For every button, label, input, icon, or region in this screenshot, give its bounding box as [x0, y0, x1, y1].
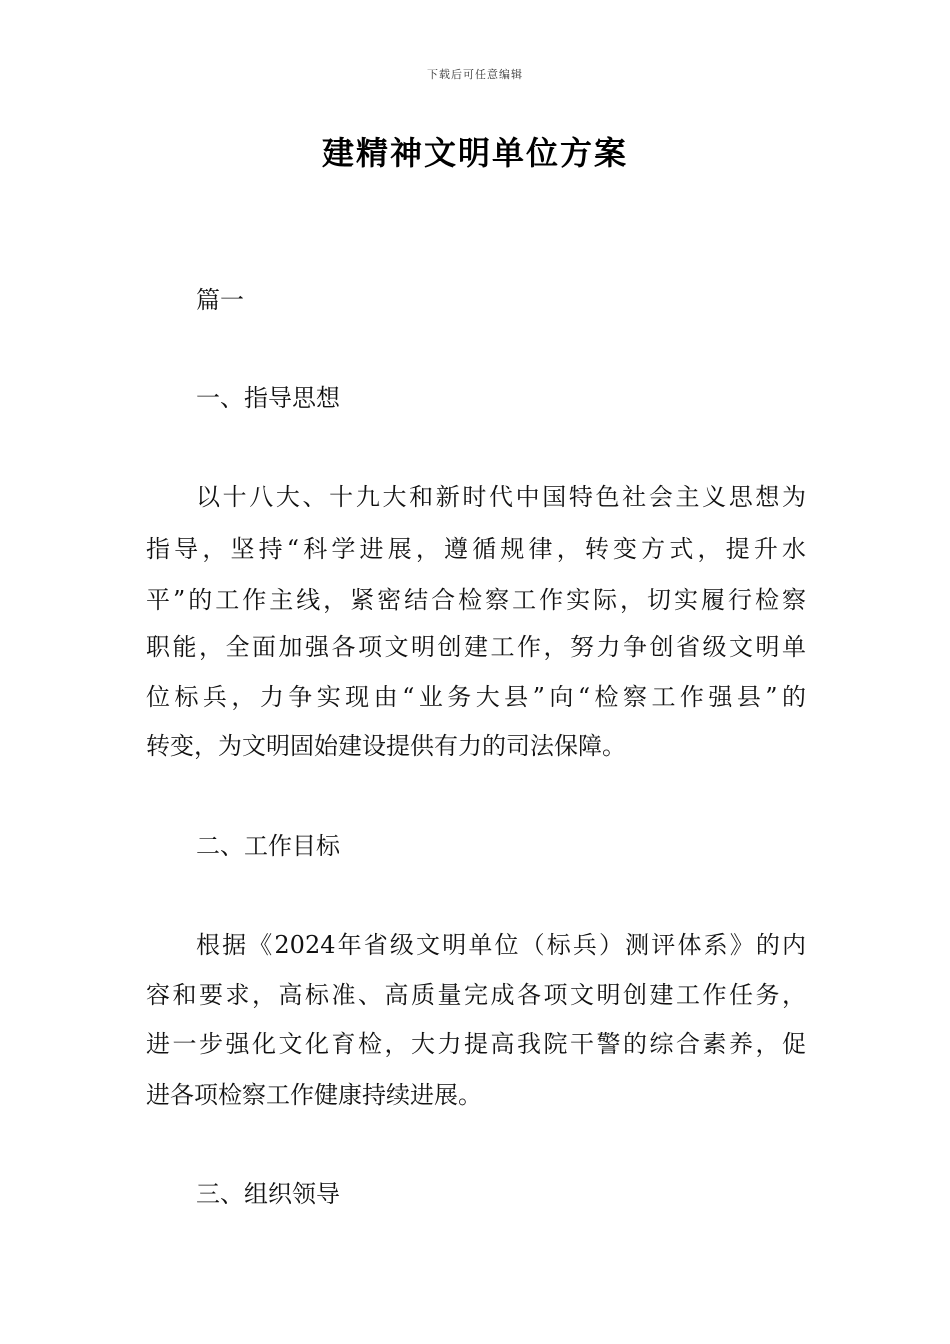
section-heading-work-goals: 二、工作目标: [196, 832, 340, 860]
paragraph-line: 根据《2024年省级文明单位（标兵）测评体系》的内: [196, 931, 806, 959]
paragraph-line: 进各项检察工作健康持续进展。: [146, 1081, 482, 1109]
header-note: 下载后可任意编辑: [427, 68, 523, 81]
document-title: 建精神文明单位方案: [321, 134, 628, 172]
section-heading-organization: 三、组织领导: [196, 1180, 340, 1208]
paragraph-line: 位标兵，力争实现由“业务大县”向“检察工作强县”的: [146, 683, 806, 711]
paragraph-line: 指导，坚持“科学进展，遵循规律，转变方式，提升水: [146, 535, 806, 563]
paragraph-line: 容和要求，高标准、高质量完成各项文明创建工作任务，: [146, 981, 806, 1009]
paragraph-line: 以十八大、十九大和新时代中国特色社会主义思想为: [196, 483, 806, 511]
paragraph-line: 职能，全面加强各项文明创建工作，努力争创省级文明单: [146, 633, 806, 661]
paragraph-line: 平”的工作主线，紧密结合检察工作实际，切实履行检察: [146, 586, 806, 614]
section-heading-guiding-ideology: 一、指导思想: [196, 384, 340, 412]
paragraph-line: 进一步强化文化育检，大力提高我院干警的综合素养，促: [146, 1030, 806, 1058]
part-label: 篇一: [196, 286, 244, 314]
paragraph-line: 转变，为文明固始建设提供有力的司法保障。: [146, 732, 626, 760]
